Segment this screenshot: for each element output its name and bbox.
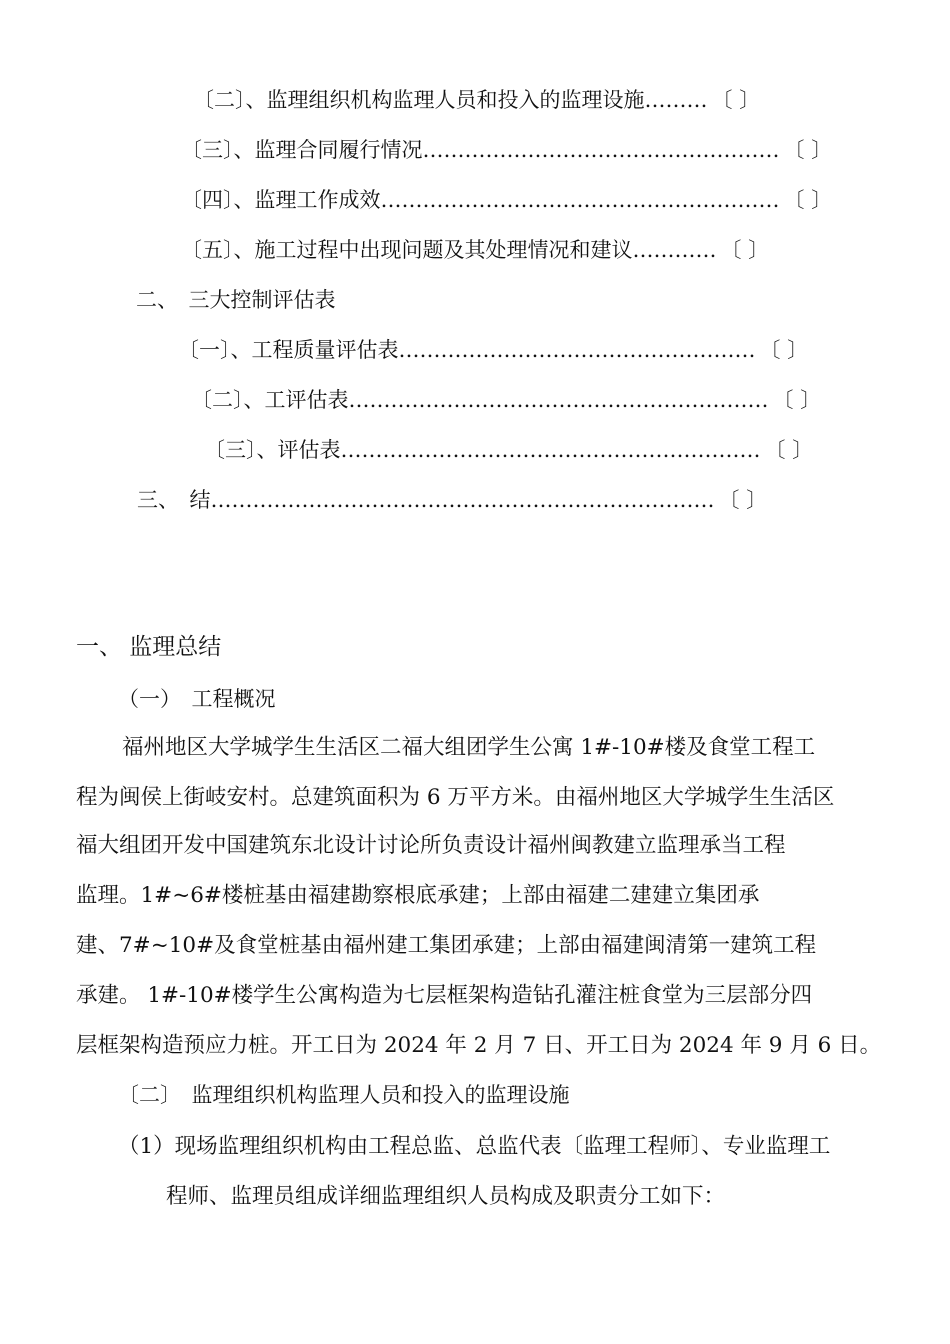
toc-label: 二、 三大控制评估表 xyxy=(136,288,336,312)
toc-dots: …………………………………………… xyxy=(398,338,756,362)
body-line: 福州地区大学城学生生活区二福大组团学生公寓 1#-10#楼及食堂工程工 xyxy=(122,735,816,760)
toc-dots: ………… xyxy=(632,238,717,262)
toc-page-ref: 〔 〕 xyxy=(783,188,833,212)
toc-line xyxy=(137,486,767,514)
toc-dots: …………………………………………………… xyxy=(348,388,769,412)
toc-label: 三、 结 xyxy=(137,488,211,512)
subsection-heading: 〔二〕 监理组织机构监理人员和投入的监理设施 xyxy=(118,1083,570,1107)
toc-page-ref: 〔 〕 xyxy=(764,438,814,462)
toc-line xyxy=(181,186,832,214)
toc-page-ref: 〔 〕 xyxy=(711,88,761,112)
toc-dots: …………………………………………… xyxy=(422,138,780,162)
toc-line xyxy=(178,336,808,364)
subsection-heading: （一） 工程概况 xyxy=(118,687,276,711)
body-line: 福大组团开发中国建筑东北设计讨论所负责设计福州闽教建立监理承当工程 xyxy=(76,833,786,858)
body-line: 程为闽侯上街岐安村。总建筑面积为 6 万平方米。由福州地区大学城学生生活区 xyxy=(76,785,835,810)
body-line: 建、7#~10#及食堂桩基由福州建工集团承建；上部由福建闽清第一建筑工程 xyxy=(76,933,817,958)
toc-label: 〔一〕、工程质量评估表 xyxy=(178,338,399,362)
toc-dots: ……… xyxy=(644,88,708,112)
toc-line xyxy=(193,86,760,114)
list-item-line: 程师、监理员组成详细监理组织人员构成及职责分工如下： xyxy=(166,1184,726,1209)
toc-line xyxy=(204,436,813,464)
toc-label: 〔二〕、工评估表 xyxy=(191,388,349,412)
body-line: 监理。1#~6#楼桩基由福建勘察根底承建；上部由福建二建建立集团承 xyxy=(76,883,760,908)
body-line: 承建。 1#-10#楼学生公寓构造为七层框架构造钻孔灌注桩食堂为三层部分四 xyxy=(76,983,813,1008)
toc-dots: ……………………………………………………………… xyxy=(210,488,715,512)
toc-label: 〔三〕、监理合同履行情况 xyxy=(181,138,423,162)
toc-line xyxy=(191,386,821,414)
toc-dots: ………………………………………………… xyxy=(380,188,780,212)
toc-line xyxy=(181,236,769,264)
toc-line xyxy=(181,136,832,164)
toc-label: 〔三〕、评估表 xyxy=(204,438,341,462)
toc-label: 〔五〕、施工过程中出现问题及其处理情况和建议 xyxy=(181,238,633,262)
toc-page-ref: 〔 〕 xyxy=(783,138,833,162)
toc-page-ref: 〔 〕 xyxy=(720,238,770,262)
toc-page-ref: 〔 〕 xyxy=(718,488,768,512)
toc-page-ref: 〔 〕 xyxy=(759,338,809,362)
list-item-line: （1）现场监理组织机构由工程总监、总监代表〔监理工程师〕、专业监理工 xyxy=(118,1134,831,1159)
toc-page-ref: 〔 〕 xyxy=(772,388,822,412)
section-heading: 一、 监理总结 xyxy=(76,634,222,660)
body-line: 层框架构造预应力桩。开工日为 2024 年 2 月 7 日、开工日为 2024 年 9 月 6 日。 xyxy=(76,1033,882,1058)
toc-dots: …………………………………………………… xyxy=(340,438,761,462)
toc-label: 〔四〕、监理工作成效 xyxy=(181,188,381,212)
toc-line xyxy=(136,286,336,314)
toc-label: 〔二〕、监理组织机构监理人员和投入的监理设施 xyxy=(193,88,645,112)
